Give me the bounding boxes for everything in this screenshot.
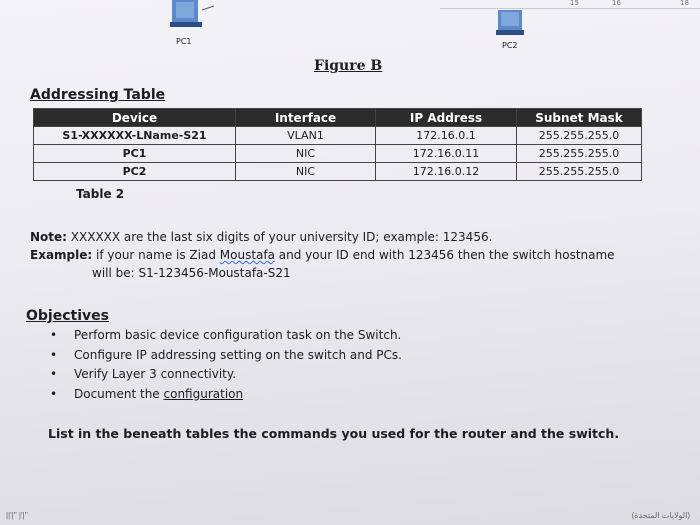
table-cell: PC2: [34, 163, 236, 181]
table-cell: 255.255.255.0: [517, 163, 642, 181]
table-caption: Table 2: [76, 187, 125, 201]
page-corner-mark: ||'|'' |'|'': [6, 511, 28, 520]
bullet-icon: •: [50, 367, 58, 381]
objectives-list: [26, 326, 402, 404]
list-item-text: Configure IP addressing setting on the switch and PCs.: [74, 347, 402, 362]
table-row: [34, 127, 642, 145]
table-cell: PC1: [34, 145, 236, 163]
column-header: Interface: [236, 109, 376, 127]
table-cell: VLAN1: [236, 127, 376, 145]
bullet-icon: •: [50, 386, 58, 401]
addressing-table: [33, 108, 642, 181]
ruler-mark: 18: [680, 0, 689, 7]
table-row: [34, 145, 642, 163]
figure-title: Figure B: [314, 58, 383, 74]
list-item: [26, 326, 402, 346]
table-cell: 172.16.0.11: [376, 145, 517, 163]
column-header: Subnet Mask: [517, 109, 642, 127]
list-item: [26, 365, 402, 385]
example-text: and your ID end with 123456 then the switch hostname: [274, 248, 615, 262]
ruler-mark: 16: [612, 0, 621, 7]
addressing-table-heading: Addressing Table: [30, 87, 166, 103]
table-cell: 255.255.255.0: [517, 127, 642, 145]
list-item: [26, 385, 402, 405]
table-header-row: [34, 109, 642, 127]
table-cell: S1-XXXXXX-LName-S21: [34, 127, 236, 145]
list-item-text: Verify Layer 3 connectivity.: [74, 367, 237, 381]
pc2-label: PC2: [502, 41, 518, 50]
note-line: [30, 228, 670, 246]
commands-instruction: List in the beneath tables the commands you used for the router and the switch.: [48, 426, 620, 441]
pc1-icon: [170, 0, 214, 30]
list-item-text: Perform basic device configuration task on the Switch.: [74, 328, 402, 342]
column-header: IP Address: [376, 109, 517, 127]
language-status[interactable]: (الولايات المتحدة): [631, 511, 690, 520]
example-text: if your name is Ziad: [92, 248, 220, 262]
objectives-title: Objectives: [26, 308, 109, 324]
note-block: [30, 228, 670, 282]
bullet-icon: •: [50, 328, 58, 342]
configuration-link[interactable]: configuration: [163, 386, 244, 401]
table-cell: 172.16.0.1: [376, 127, 517, 145]
table-cell: 172.16.0.12: [376, 163, 517, 181]
table-row: [34, 163, 642, 181]
example-name: Moustafa: [219, 248, 275, 262]
objectives-section: [26, 308, 402, 404]
column-header: Device: [34, 109, 236, 127]
example-line-2: will be: S1-123456-Moustafa-S21: [92, 266, 291, 280]
table-cell: 255.255.255.0: [517, 145, 642, 163]
example-line: [30, 246, 670, 264]
ruler-mark: 15: [570, 0, 579, 7]
table-cell: NIC: [236, 163, 376, 181]
ruler: [440, 0, 700, 9]
table-cell: NIC: [236, 145, 376, 163]
list-item-text: Document the: [74, 386, 164, 401]
bullet-icon: •: [50, 347, 58, 362]
example-label: Example:: [30, 248, 93, 262]
note-text: XXXXXX are the last six digits of your university ID; example: 123456.: [66, 230, 493, 244]
pc1-label: PC1: [176, 37, 192, 46]
pc2-icon: [496, 8, 526, 38]
note-label: Note:: [30, 230, 67, 244]
list-item: [26, 346, 402, 366]
